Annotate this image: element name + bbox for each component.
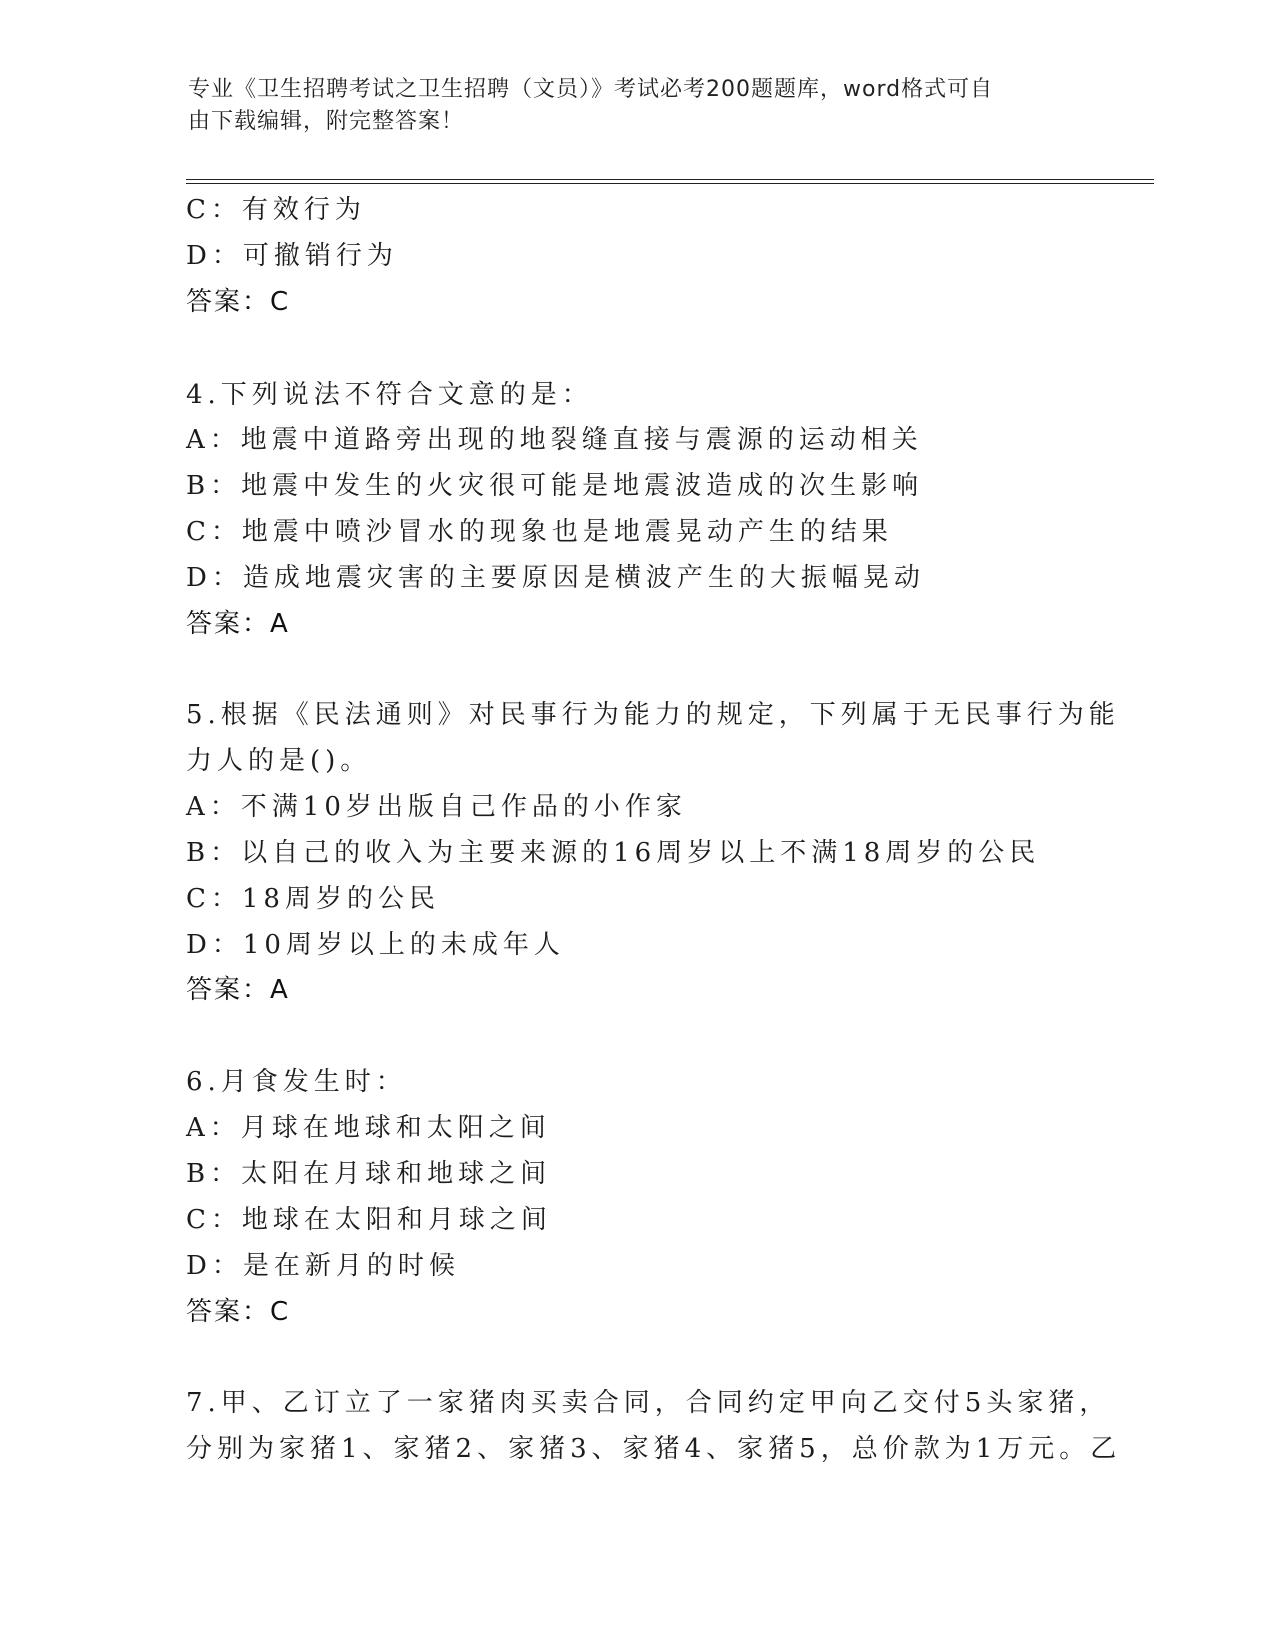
question-stem: 7.甲、乙订立了一家猪肉买卖合同，合同约定甲向乙交付5头家猪，	[186, 1388, 1111, 1418]
answer-line: 答案：A	[186, 609, 290, 639]
question-stem-continued: 力人的是()。	[186, 746, 372, 776]
question-stem: 6.月食发生时：	[186, 1067, 407, 1097]
document-header	[188, 74, 1068, 138]
question-stem-continued: 分别为家猪1、家猪2、家猪3、家猪4、家猪5，总价款为1万元。乙	[186, 1434, 1122, 1464]
option-line: B：地震中发生的火灾很可能是地震波造成的次生影响	[186, 471, 924, 501]
option-line: C：18周岁的公民	[186, 884, 440, 914]
header-divider-top	[186, 179, 1154, 180]
option-line: D：是在新月的时候	[186, 1251, 460, 1281]
option-line: C：地震中喷沙冒水的现象也是地震晃动产生的结果	[186, 517, 893, 547]
header-divider-bottom	[186, 183, 1154, 184]
header-line-1: 专业《卫生招聘考试之卫生招聘（文员）》考试必考200题题库，word格式可自	[188, 77, 994, 102]
option-line: D：可撤销行为	[186, 241, 398, 271]
option-line: B：太阳在月球和地球之间	[186, 1159, 552, 1189]
answer-line: 答案：C	[186, 1297, 291, 1327]
question-stem: 4.下列说法不符合文意的是：	[186, 380, 593, 410]
header-line-2: 由下载编辑，附完整答案！	[188, 109, 465, 134]
option-line: A：月球在地球和太阳之间	[186, 1113, 551, 1143]
question-stem: 5.根据《民法通则》对民事行为能力的规定，下列属于无民事行为能	[186, 700, 1120, 730]
answer-line: 答案：A	[186, 975, 290, 1005]
option-line: D：10周岁以上的未成年人	[186, 930, 565, 960]
option-line: A：地震中道路旁出现的地裂缝直接与震源的运动相关	[186, 425, 923, 455]
option-line: A：不满10岁出版自己作品的小作家	[186, 792, 687, 822]
option-line: C：有效行为	[186, 195, 366, 225]
option-line: B：以自己的收入为主要来源的16周岁以上不满18周岁的公民	[186, 838, 1041, 868]
answer-line: 答案：C	[186, 287, 291, 317]
option-line: C：地球在太阳和月球之间	[186, 1205, 552, 1235]
option-line: D：造成地震灾害的主要原因是横波产生的大振幅晃动	[186, 563, 925, 593]
